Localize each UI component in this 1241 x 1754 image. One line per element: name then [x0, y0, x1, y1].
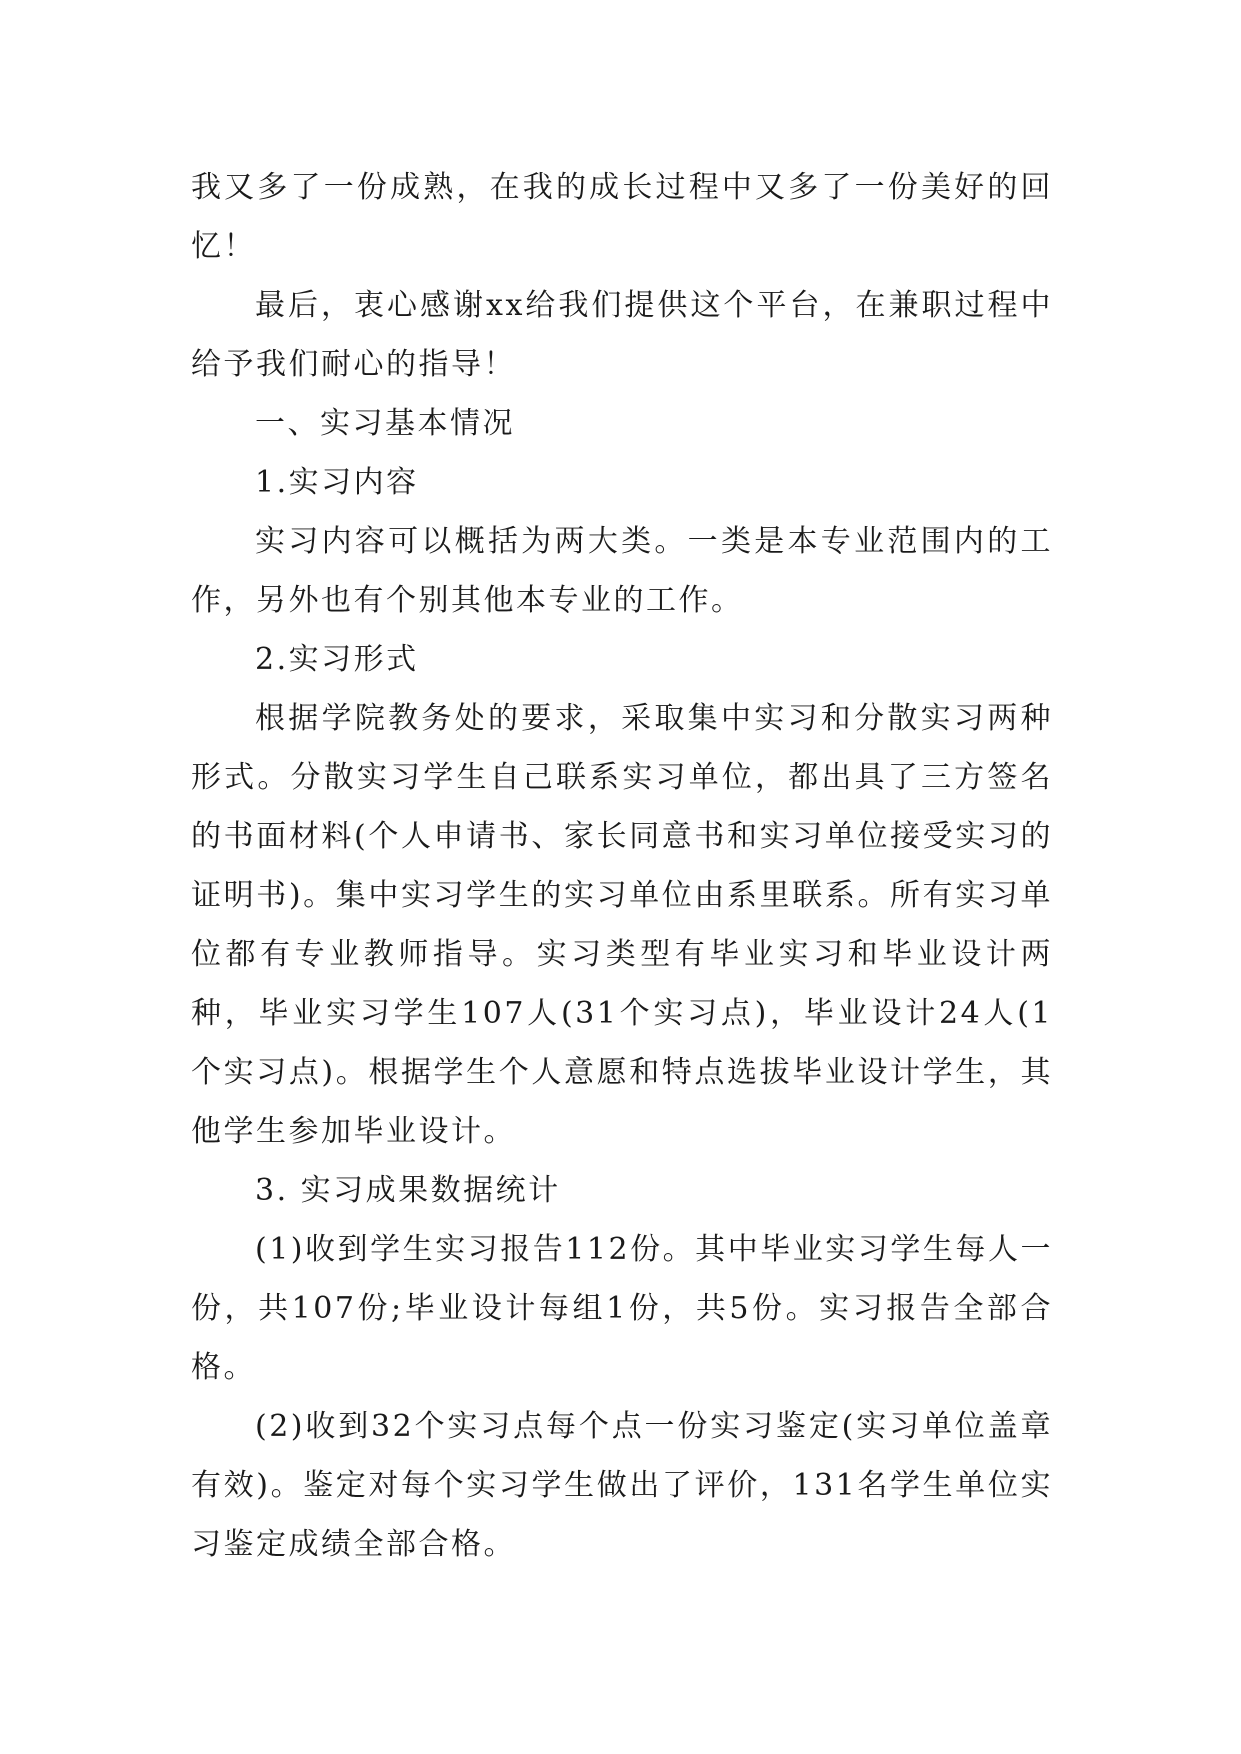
- subheading-form: 2.实习形式: [255, 642, 419, 677]
- subheading-content: 1.实习内容: [255, 465, 419, 500]
- subheading-statistics: 3. 实习成果数据统计: [255, 1173, 561, 1208]
- paragraph-appraisals: (2)收到32个实习点每个点一份实习鉴定(实习单位盖章有效)。鉴定对每个实习学生做出了评价，131名学生单位实习鉴定成绩全部合格。: [191, 1409, 1053, 1562]
- paragraph-continuation: 我又多了一份成熟，在我的成长过程中又多了一份美好的回忆！: [191, 170, 1053, 264]
- paragraph-thanks: 最后，衷心感谢xx给我们提供这个平台，在兼职过程中给予我们耐心的指导！: [191, 288, 1053, 382]
- document-page: [191, 158, 1053, 1574]
- paragraph-reports: (1)收到学生实习报告112份。其中毕业实习学生每人一份，共107份;毕业设计每组1份，共5份。实习报告全部合格。: [191, 1232, 1053, 1385]
- section-heading: 一、实习基本情况: [255, 406, 515, 441]
- paragraph-content: 实习内容可以概括为两大类。一类是本专业范围内的工作，另外也有个别其他本专业的工作。: [191, 524, 1053, 618]
- paragraph-form: 根据学院教务处的要求，采取集中实习和分散实习两种形式。分散实习学生自己联系实习单位，都出具了三方签名的书面材料(个人申请书、家长同意书和实习单位接受实习的证明书)。集中实习学生的实习单位由系里联系。所有实习单位都有专业教师指导。实习类型有毕业实习和毕业设计两种，毕业实习学生107人(31个实习点)，毕业设计24人(1个实习点)。根据学生个人意愿和特点选拔毕业设计学生，其他学生参加毕业设计。: [191, 701, 1053, 1149]
